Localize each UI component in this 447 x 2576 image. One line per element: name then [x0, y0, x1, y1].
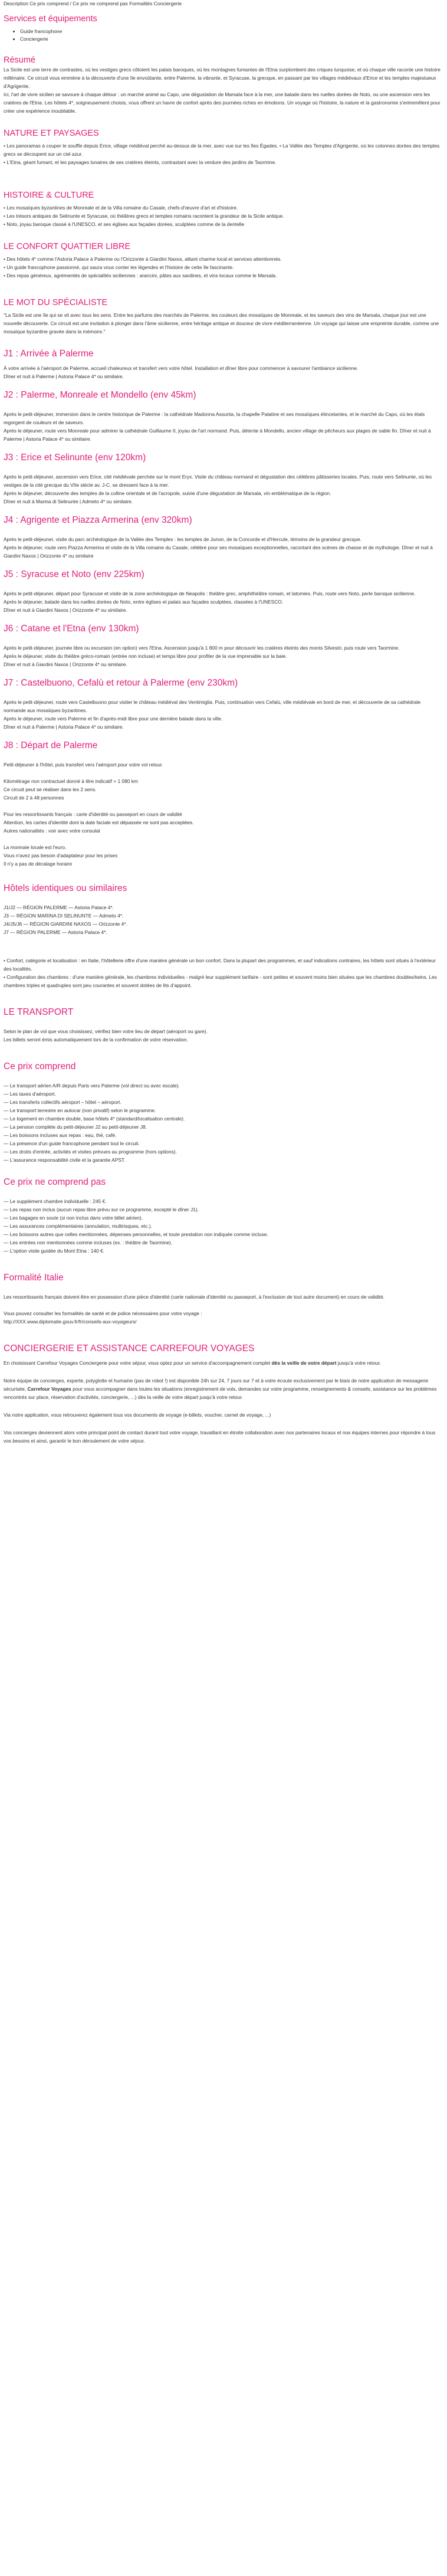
hotels-list: J1/J2 — RÉGION PALERME — Astoria Palace 4*. J3 — RÉGION MARINA DI SELINUNTE — Admeto 4*. J4/J5/J6 — RÉGION GIARDINI NAXOS — Orizzonte 4*. J7 — RÉGION PALERME — Astoria Palace 4*. — [4, 904, 127, 935]
day-text: Après le petit-déjeuner, ascension vers Erice, cité médiévale perchée sur le mont Eryx. Visite du château normand et dégustation des célèbres pâtisseries locales. Puis, route vers Selinunte, où les vestiges de la cité grecque du VIIe siècle av. J-C. se dressent face à la mer. Après le déjeuner, découverte des temples de la colline orientale et de l'acropole, suivie d'une dégustation de Marsala, vin emblématique de la région. Dîner et nuit à Marina di Selinunte | Admeto 4* ou similaire. — [4, 474, 432, 504]
conciergerie-text: En choisissant Carrefour Voyages Conciergerie pour votre séjour, vous optez pour un service d'accompagnement complet — [4, 1360, 272, 1366]
day-text: Après le petit-déjeuner, route vers Castelbuono pour visiter le château médiéval des Ventimiglia. Puis, continuation vers Cefalù, ville médiévale en bord de mer, et découverte de sa cathédrale normande aux mosaïques byzantines. Après le déjeuner, route vers Palerme et fin d'après-midi libre pour une dernière balade dans la ville. Dîner et nuit à Palerme | Astoria Palace 4* ou similaire. — [4, 699, 421, 730]
inclus-title: Ce prix comprend — [4, 1061, 76, 1071]
conciergerie-title: CONCIERGERIE ET ASSISTANCE CARREFOUR VOYAGES — [4, 1343, 255, 1353]
histoire-text: • Les mosaïques byzantines de Monreale et de la Villa romaine du Casale, chefs-d'œuvre d'art et d'histoire. • Les trésors antiques de Selinunte et Syracuse, où théâtres grecs et temples romains racontent la grandeur de la Sicile antique. • Noto, joyau baroque classé à l'UNESCO, et ses églises aux façades dorées, sculptées comme de la dentelle — [4, 205, 284, 227]
day-text: Après le petit-déjeuner, départ pour Syracuse et visite de la zone archéologique de Neapolis : théâtre grec, amphithéâtre romain, et latomies. Puis, route vers Noto, perle baroque sicilienne. Après le déjeuner, balade dans les ruelles dorées de Noto, entre églises et palais aux façades sculptées, classées à l'UNESCO. Dîner et nuit à Giardini Naxos | Orizzonte 4* ou similaire. — [4, 591, 416, 613]
inclus-list: — Le transport aérien A/R depuis Paris vers Palerme (vol direct ou avec escale). — Les taxes d'aéroport. — Les transferts collectifs aéroport – hôtel – aéroport. — Le transport terrestre en autocar (non privatif) selon le programme. — Le logement en chambre double, base hôtels 4* (standard/localisation centrale). — La pension complète du petit-déjeuner J2 au petit-déjeuner J8. — Les boissons incluses aux repas : eau, thé, café. — La présence d'un guide francophone pendant tout le circuit. — Les droits d'entrée, activités et visites prévues au programme (hors options). — L'assurance responsabilité civile et la garantie APST. — [4, 1083, 185, 1163]
day-text: Après le petit-déjeuner, visite du parc archéologique de la Vallée des Temples : les temples de Junon, de la Concorde et d'Hercule, témoins de la grandeur grecque. Après le déjeuner, route vers Piazza Armerina et visite de la Villa romaine du Casale, célèbre pour ses mosaïques exceptionnelles, racontant des scènes de chasse et de mythologie. Dîner et nuit à Giardini Naxos | Orizzonte 4* ou similaire — [4, 536, 433, 559]
conciergerie-emphasis: Carrefour Voyages — [27, 1386, 71, 1392]
transport-text: Selon le plan de vol que vous choisissez, vérifiez bien votre lieu de départ (aéroport ou gare). Les billets seront émis automatiquement lors de la confirmation de votre réservation. — [4, 1028, 208, 1043]
day-title: J5 : Syracuse et Noto (env 225km) — [4, 569, 144, 579]
specialiste-title: LE MOT DU SPÉCIALISTE — [4, 298, 108, 307]
day-title: J6 : Catane et l'Etna (env 130km) — [4, 624, 139, 634]
non-inclus-title: Ce prix ne comprend pas — [4, 1177, 106, 1187]
services-list — [4, 28, 443, 43]
conciergerie-text: Notre équipe de concierges, experte, polyglotte et humaine (pas de robot !) est disponible 24h sur 24, 7 jours sur 7 et à votre écoute exclusivement par le biais de notre application de messagerie sécurisée, — [4, 1378, 429, 1392]
services-title: Services et équipements — [4, 14, 97, 24]
conciergerie-paragraph-1 — [4, 1359, 443, 1367]
day-title: J4 : Agrigente et Piazza Armerina (env 320km) — [4, 515, 192, 525]
services-item: • Guide francophone — [20, 28, 443, 35]
conciergerie-paragraph-4: Vos concierges deviennent alors votre principal point de contact durant tout votre voyage, travaillant en étroite collaboration avec nos partenaires locaux et nos équipes internes pour répondre à tous vos besoins et ainsi, garantir le bon déroulement de votre séjour. — [4, 1430, 436, 1444]
specialiste-text: "La Sicile est une île qui se vit avec tous les sens. Entre les parfums des marchés de Palerme, les couleurs des mosaïques de Monreale, et les saveurs des vins de Marsala, chaque jour est une nouvelle découverte. Ce circuit est une invitation à plonger dans l'âme sicilienne, entre héritage antique et douceur de vivre méditerranéenne. Un voyage qui laisse une empreinte durable, comme une mosaïque byzantine gravée dans la mémoire." — [4, 312, 439, 335]
conciergerie-emphasis: dès la veille de votre départ — [271, 1360, 337, 1366]
day-title: J8 : Départ de Palerme — [4, 740, 98, 750]
non-inclus-list: — Le supplément chambre individuelle : 245 €. — Les repas non inclus (aucun repas libre prévu sur ce programme, excepté le dîner J1). — Les bagages en soute (si non inclus dans votre billet aérien). — Les assurances complémentaires (annulation, multirisques, etc.). — Les boissons autres que celles mentionnées, dépenses personnelles, et toute prestation non indiquée comme incluse. — Les entrées non mentionnées comme incluses (ex. : théâtre de Taormine). — L'option visite guidée du Mont Etna : 140 €. — [4, 1198, 268, 1254]
hotels-title: Hôtels identiques ou similaires — [4, 883, 127, 893]
formalite-text: Les ressortissants français doivent être en possession d'une pièce d'identité (carte nationale d'identité ou passeport, à l'exclusion de tout autre document) en cours de validité. Vous pouvez consulter les formalités de santé et de police nécessaires pour votre voyage : http://XXX.www.diplomatie.gouv.fr/fr/conseils-aux-voyageurs/ — [4, 1294, 385, 1325]
day-title: J7 : Castelbuono, Cefalù et retour à Palerme (env 230km) — [4, 678, 238, 688]
services-item: • Conciergerie — [20, 35, 443, 43]
day-title: J1 : Arrivée à Palerme — [4, 349, 94, 359]
conciergerie-paragraph-3: Via notre application, vous retrouverez également tous vos documents de voyage (e-billets, voucher, carnet de voyage, ...) — [4, 1412, 271, 1418]
day-text: Petit-déjeuner à l'hôtel, puis transfert vers l'aéroport pour votre vol retour. Kilométrage non contractuel donné à titre indicatif = 1 080 km Ce circuit peut se réaliser dans les 2 sens. Circuit de 2 à 48 personnes Pour les ressortissants français : carte d'identité ou passeport en cours de validité Attention, les cartes d'identité dont la date faciale est dépassée ne sont pas acceptées. Autres nationalités : voir avec votre consulat La monnaie locale est l'euro. Vous n'avez pas besoin d'adaptateur pour les prises Il n'y a pas de décalage horaire — [4, 762, 194, 867]
page-navigation-line: Description Ce prix comprend / Ce prix ne comprend pas Formalités Conciergerie — [4, 1, 182, 6]
nature-title: NATURE ET PAYSAGES — [4, 129, 99, 138]
transport-title: LE TRANSPORT — [4, 1007, 74, 1017]
day-text: À votre arrivée à l'aéroport de Palerme, accueil chaleureux et transfert vers votre hôtel. Installation et dîner libre pour commencer à savourer l'ambiance sicilienne. Dîner et nuit à Palerme | Astoria Palace 4* ou similaire. — [4, 365, 359, 379]
day-title: J3 : Erice et Selinunte (env 120km) — [4, 453, 146, 463]
resume-title: Résumé — [4, 55, 35, 65]
formalite-title: Formalité Italie — [4, 1273, 64, 1283]
day-title: J2 : Palerme, Monreale et Mondello (env 45km) — [4, 390, 196, 400]
histoire-title: HISTOIRE & CULTURE — [4, 191, 94, 200]
conciergerie-text: jusqu'à votre retour. — [336, 1360, 382, 1366]
day-text: Après le petit-déjeuner, immersion dans le centre historique de Palerme : la cathédrale Madonna Assunta, la chapelle Palatine et ses mosaïques étincelantes, et le marché du Capo, où les étals regorgent de couleurs et de saveurs. Après le déjeuner, route vers Monreale pour admirer la cathédrale Guillaume II, joyau de l'art normand. Puis, détente à Mondello, ancien village de pêcheurs aux plages de sable fin. Dîner et nuit à Palerme | Astoria Palace 4* ou similaire. — [4, 411, 431, 442]
day-text: Après le petit-déjeuner, journée libre ou excursion (en option) vers l'Etna. Ascension jusqu'à 1 800 m pour découvrir les cratères éteints des monts Silvestri, puis route vers Taormine. Après le déjeuner, visite du théâtre gréco-romain (entrée non incluse) et temps libre pour profiter de la vue imprenable sur la baie. Dîner et nuit à Giardini Naxos | Orizzonte 4* ou similaire. — [4, 645, 400, 667]
conciergerie-text: pour vous accompagner dans toutes les situations (enregistrement de vols, demandes sur votre programme, renseignements & conseils, assistance sur les problèmes rencontrés sur place, réservation d'activités, conciergerie, ...) dès la veille de votre départ jusqu'à votre retour. — [4, 1386, 437, 1400]
nature-text: • Les panoramas à couper le souffle depuis Erice, village médiéval perché au-dessus de la mer, avec vue sur les îles Égades. • La Vallée des Temples d'Agrigente, où les colonnes dorées des temples grecs se découpent sur un ciel azur. • L'Etna, géant fumant, et les paysages lunaires de ses cratères éteints, contrastant avec la verdure des jardins de Taormine. — [4, 143, 440, 165]
conciergerie-paragraph-2 — [4, 1377, 443, 1401]
resume-text: La Sicile est une terre de contrastes, où les vestiges grecs côtoient les palais baroques, où les montagnes fumantes de l'Etna surplombent des criques turquoise, et où chaque ville raconte une histoire millénaire. Ce circuit vous emmène à la découverte d'une île envoûtante, entre Palerme, la vibrante, et Syracuse, la grecque, en passant par les villages médiévaux d'Erice et les temples majestueux d'Agrigente. Ici, l'art de vivre sicilien se savoure à chaque détour : un marché animé au Capo, une dégustation de Marsala face à la mer, une balade dans les ruelles dorées de Noto, ou une ascension vers les cratères de l'Etna. Les hôtels 4*, soigneusement choisis, vous offrent un havre de confort après des journées riches en émotions. Un voyage où l'histoire, la nature et la gastronomie s'entremêlent pour créer une expérience inoubliable. — [4, 67, 441, 114]
confort-text: • Des hôtels 4* comme l'Astoria Palace à Palerme ou l'Orizzonte à Giardini Naxos, alliant charme local et services attentionnés. • Un guide francophone passionné, qui saura vous conter les légendes et l'histoire de cette île fascinante. • Des repas généreux, agrémentés de spécialités siciliennes : arancini, pâtes aux sardines, et vins locaux comme le Marsala. — [4, 256, 282, 278]
hotels-notes: • Confort, catégorie et localisation : en Italie, l'hôtellerie offre d'une manière générale un bon confort. Dans la plupart des programmes, et sauf indications contraires, les hôtels sont situés à l'extérieur des localités. • Configuration des chambres : d'une manière générale, les chambres individuelles - malgré leur supplément tarifaire - sont petites et souvent moins bien situées que les chambres doubles/twins. Les chambres triples et quadruples sont peu courantes et souvent dotées de lits d'appoint. — [4, 958, 437, 988]
confort-title: LE CONFORT QUATTIER LIBRE — [4, 242, 131, 251]
